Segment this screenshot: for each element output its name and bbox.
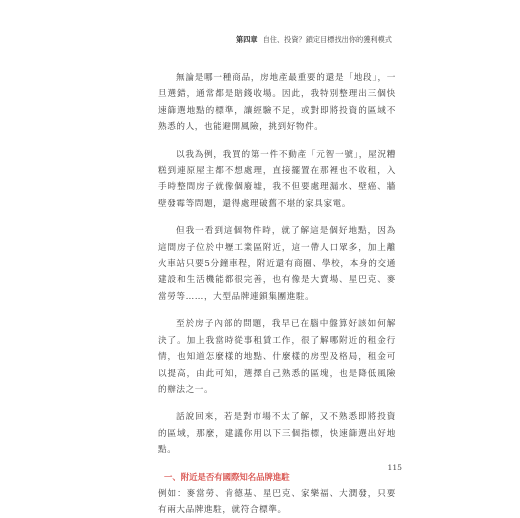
- section-subheading: 一、附近是否有國際知名品牌進駐: [164, 471, 290, 482]
- running-header: [236, 34, 412, 46]
- chapter-title: 自住、投資？鎖定目標找出你的獲利模式: [262, 35, 392, 44]
- chapter-label: 第四章: [236, 35, 258, 44]
- page-number: 115: [387, 463, 402, 472]
- paragraph: 無論是哪一種商品，房地產最重要的還是「地段」，一旦選錯，通常都是賠錢收場。因此，我特別整理出三個快速篩選地點的標準，讓經驗不足，或對即將投資的區域不熟悉的人，也能避開風險，挑到好物件。: [158, 73, 396, 133]
- paragraph: 但我一看到這個物件時，就了解這是個好地點，因為這間房子位於中壢工業區附近，這一帶人口眾多，加上離火車站只要5分鐘車程，附近還有商圈、學校，本身的交通建設和生活機能都很完善，也有像是大賣場、星巴克、麥當勞等……，大型品牌連鎖集團進駐。: [158, 226, 396, 302]
- paragraph: 至於房子內部的問題，我早已在腦中盤算好該如何解決了。加上我當時從事租賃工作，很了解哪附近的租金行情，也知道怎麼樣的地點、什麼樣的房型及格局，租金可以提高，由此可知，選擇自己熟悉的區塊，也是降低風險的辦法之一。: [158, 319, 396, 395]
- paragraph: 以我為例，我買的第一件不動產「元智一號」，屋況糟糕到連原屋主都不想處理，直接擺置在那裡也不收租，入手時整間房子就像個廢墟，我不但要處理漏水、壁癌、牆壁發霉等問題，還得處理破舊不堪的家具家電。: [158, 149, 396, 209]
- example-text: 例如：麥當勞、肯德基、星巴克、家樂福、大潤發，只要有兩大品牌進駐，就符合標準。: [158, 488, 396, 515]
- body-text: [158, 70, 396, 518]
- paragraph: 話說回來，若是對市場不太了解，又不熟悉即將投資的區域，那麼，建議你用以下三個指標，快速篩選出好地點。: [158, 412, 396, 456]
